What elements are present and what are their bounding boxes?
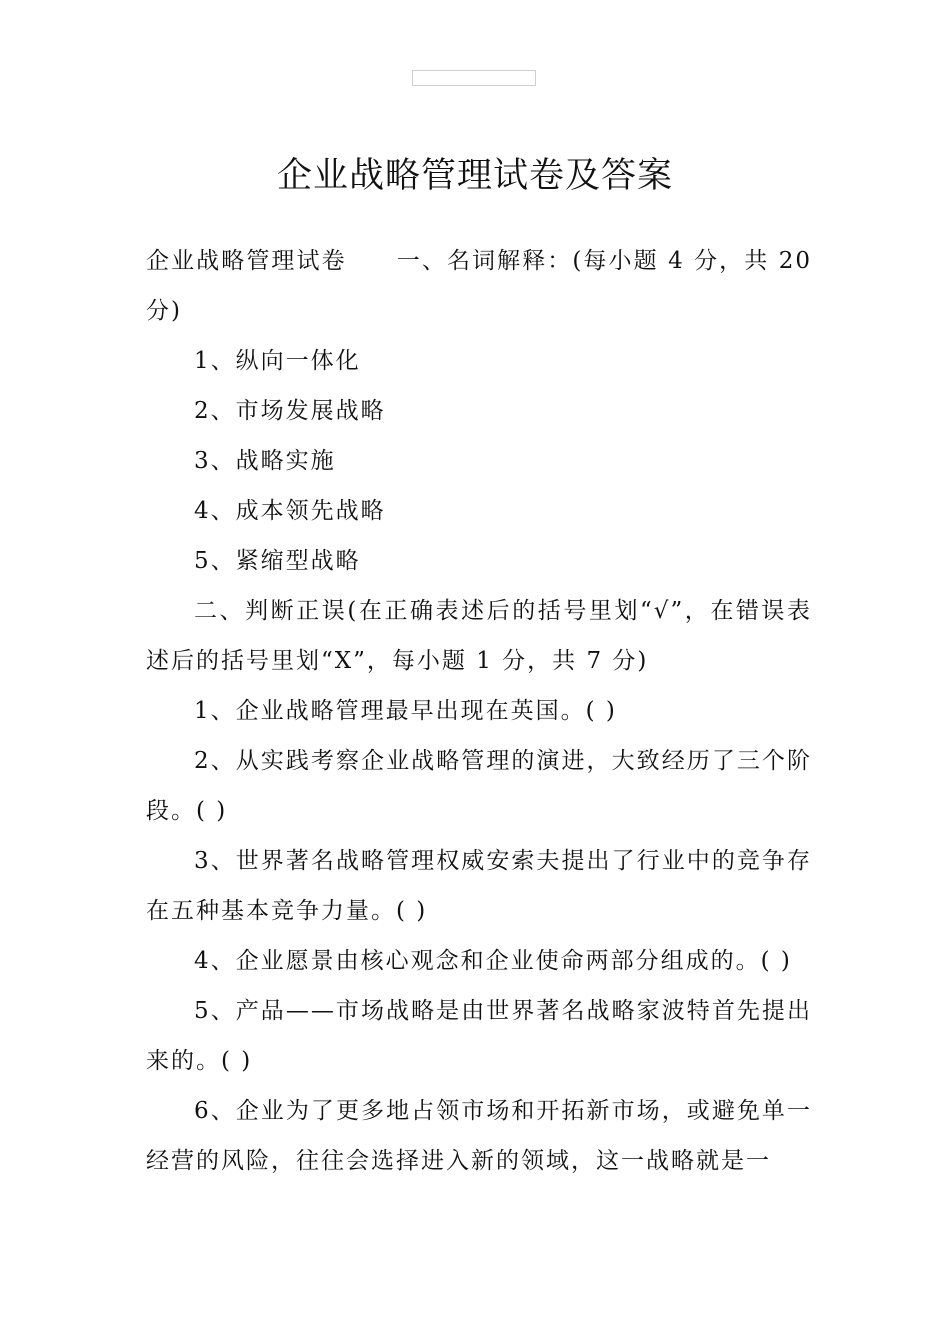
header-placeholder-box xyxy=(412,70,536,86)
section-two-heading: 二、判断正误(在正确表述后的括号里划“√”，在错误表述后的括号里划“X”，每小题 1 分，共 7 分) xyxy=(146,598,812,674)
document-title: 企业战略管理试卷及答案 xyxy=(276,156,673,196)
question-item-1: 1、企业战略管理最早出现在英国。( ) xyxy=(194,698,617,724)
term-item-1: 1、纵向一体化 xyxy=(194,348,361,374)
intro-paragraph xyxy=(146,236,812,336)
question-item-6: 6、企业为了更多地占领市场和开拓新市场，或避免单一经营的风险，往往会选择进入新的领域，这一战略就是一 xyxy=(146,1098,812,1174)
document-body xyxy=(146,236,812,1186)
term-item-2: 2、市场发展战略 xyxy=(194,398,386,424)
section-one-heading: 一、名词解释：(每小题 4 分，共 20 分) xyxy=(146,248,813,324)
term-item-3: 3、战略实施 xyxy=(194,448,336,474)
question-item-5: 5、产品——市场战略是由世界著名战略家波特首先提出来的。( ) xyxy=(146,998,812,1074)
question-item-3: 3、世界著名战略管理权威安索夫提出了行业中的竞争存在五种基本竞争力量。( ) xyxy=(146,848,812,924)
term-item-5: 5、紧缩型战略 xyxy=(194,548,361,574)
exam-label: 企业战略管理试卷 xyxy=(146,248,347,274)
term-item-4: 4、成本领先战略 xyxy=(194,498,386,524)
question-item-4: 4、企业愿景由核心观念和企业使命两部分组成的。( ) xyxy=(194,948,792,974)
question-item-2: 2、从实践考察企业战略管理的演进，大致经历了三个阶段。( ) xyxy=(146,748,812,824)
